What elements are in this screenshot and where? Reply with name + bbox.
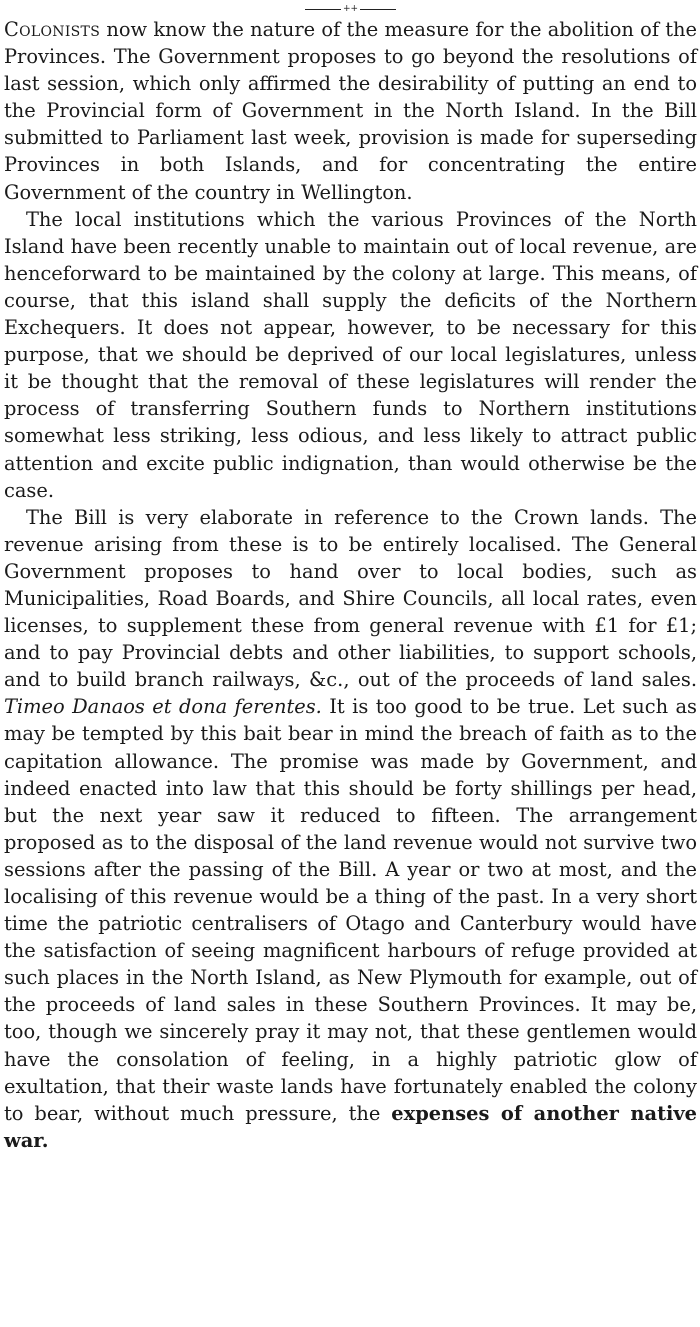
opening-word: Colonists	[4, 18, 101, 41]
separator-line-right	[360, 9, 396, 10]
paragraph-1	[4, 16, 697, 206]
latin-quotation: Timeo Danaos et dona ferentes.	[4, 695, 322, 719]
separator-line-left	[305, 9, 341, 10]
section-separator	[4, 4, 697, 14]
paragraph-3-text-middle: It is too good to be true. Let such as may be tempted by this bait bear in mind the breach of faith as to the capitation allowance. The promise was made by Government, and indeed enacted into law that this should be forty shillings per head, but the next year saw it reduced to fifteen. The arrangement proposed as to the disposal of the land revenue would not survive two sessions after the passing of the Bill. A year or two at most, and the localising of this revenue would be a thing of the past. In a very short time the patriotic centralisers of Otago and Canterbury would have the satisfaction of seeing magnificent harbours of refuge provided at such places in the North Island, as New Plymouth for example, out of the proceeds of land sales in these Southern Provinces. It may be, too, though we sincerely pray it may not, that these gentlemen would have the consolation of feeling, in a highly patriotic glow of exultation, that their waste lands have fortunately enabled the colony to bear, without much pressure, the	[4, 695, 697, 1125]
paragraph-3-text-start: The Bill is very elaborate in reference to the Crown lands. The revenue arising from these is to be entirely localised. The General Government proposes to hand over to local bodies, such as Municipalities, Road Boards, and Shire Councils, all local rates, even licenses, to supplement these from general revenue with £1 for £1; and to pay Provincial debts and other liabilities, to support schools, and to build branch railways, &c., out of the proceeds of land sales.	[4, 505, 697, 692]
paragraph-3-text-end: expenses of another native war.	[4, 1101, 697, 1152]
separator-mark: ++	[342, 3, 359, 14]
paragraph-3	[4, 504, 697, 1154]
paragraph-2: The local institutions which the various Provinces of the North Island have been recently unable to maintain out of local revenue, are henceforward to be maintained by the colony at large. This means, of course, that this island shall supply the deficits of the Northern Exchequers. It does not appear, however, to be necessary for this purpose, that we should be deprived of our local legislatures, unless it be thought that the removal of these legislatures will render the process of transferring Southern funds to Northern institutions somewhat less striking, less odious, and less likely to attract public attention and excite public indignation, than would otherwise be the case.	[4, 207, 697, 502]
paragraph-1-text: now know the nature of the measure for the abolition of the Provinces. The Government proposes to go beyond the resolutions of last session, which only affirmed the desirability of putting an end to the Provincial form of Government in the North Island. In the Bill submitted to Parliament last week, provision is made for superseding Provinces in both Islands, and for concentrating the entire Government of the country in Wellington.	[4, 18, 697, 204]
